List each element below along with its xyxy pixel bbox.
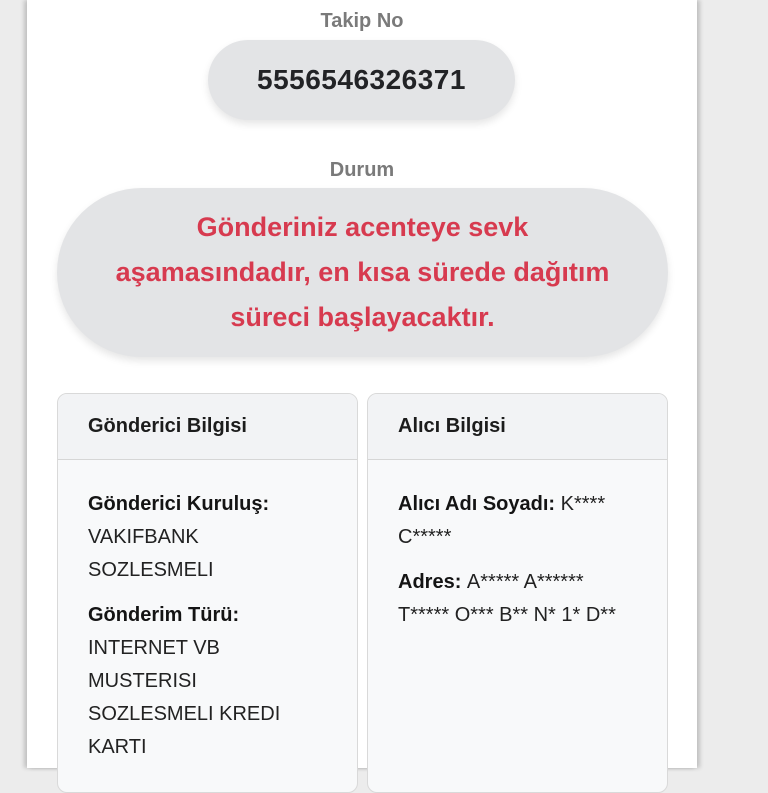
shipment-type-value: INTERNET VB MUSTERISI SOZLESMELI KREDI KARTI — [88, 637, 281, 758]
receiver-name-value: K**** C***** — [398, 493, 606, 548]
shipment-tracking-page — [27, 0, 697, 768]
receiver-name-label: Alıcı Adı Soyadı: — [398, 493, 561, 515]
shipment-type-label: Gönderim Türü: — [88, 604, 240, 626]
sender-institution-field — [88, 488, 327, 587]
tracking-number-label: Takip No — [320, 10, 404, 32]
sender-institution-value: VAKIFBANK SOZLESMELI — [88, 526, 214, 581]
sender-institution-label: Gönderici Kuruluş: — [88, 493, 270, 515]
receiver-card-title: Alıcı Bilgisi — [368, 394, 667, 460]
receiver-name-field — [398, 488, 628, 554]
receiver-address-value: A***** A****** T***** O*** B** N* 1* D** — [398, 571, 616, 626]
shipment-type-field — [88, 599, 327, 764]
status-label: Durum — [329, 159, 395, 181]
receiver-address-field — [398, 566, 628, 632]
tracking-number-value: 5556546326371 — [208, 40, 515, 120]
status-message: Gönderiniz acenteye sevk aşamasındadır, en kısa sürede dağıtım süreci başlayacaktır. — [57, 188, 668, 357]
sender-card-title: Gönderici Bilgisi — [58, 394, 357, 460]
sender-info-card — [57, 393, 358, 793]
receiver-info-card — [367, 393, 668, 793]
receiver-address-label: Adres: — [398, 571, 467, 593]
